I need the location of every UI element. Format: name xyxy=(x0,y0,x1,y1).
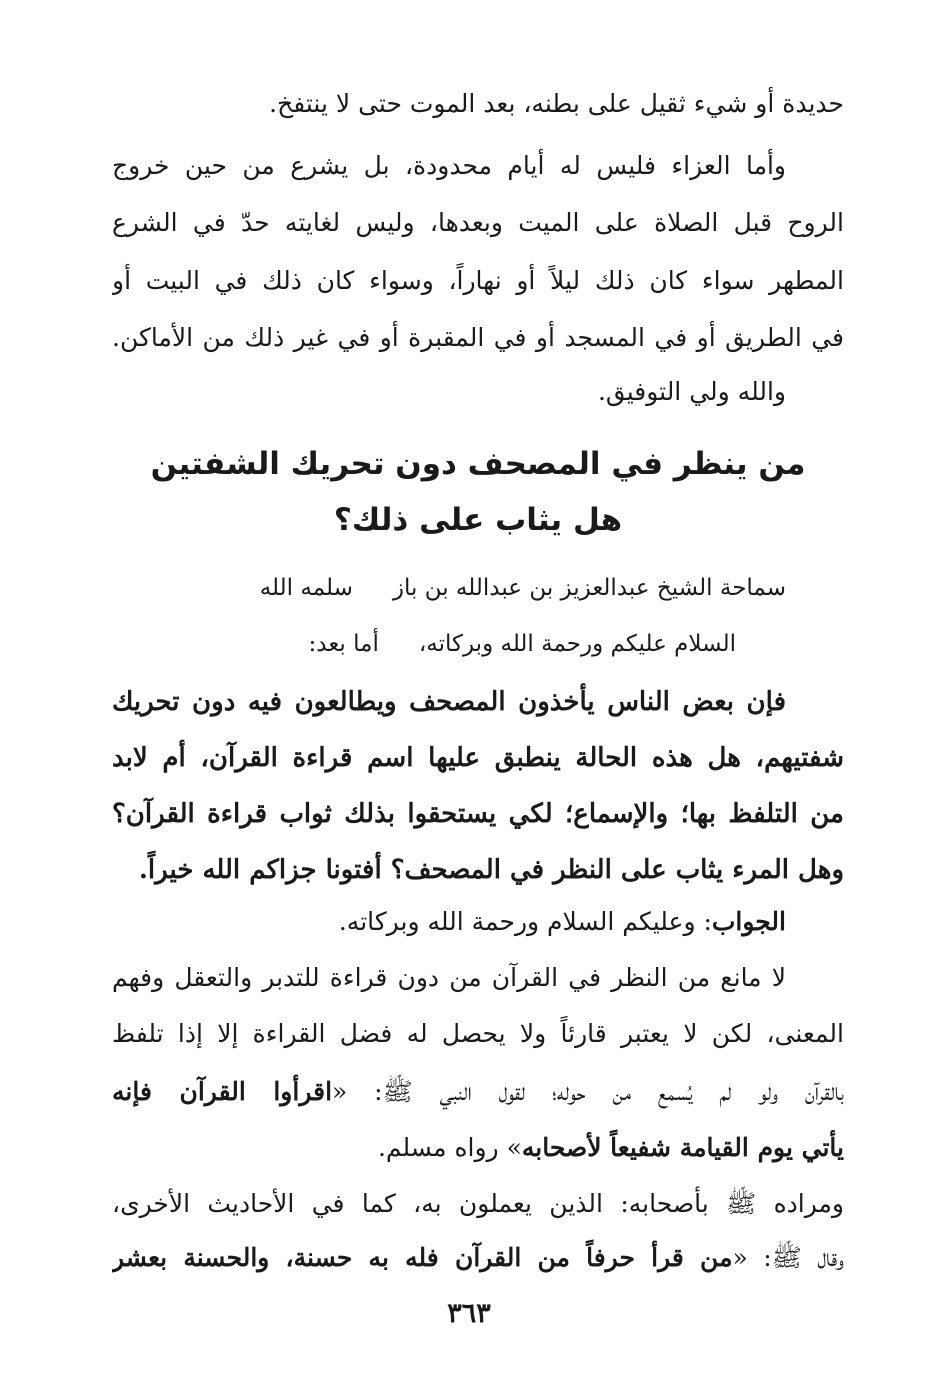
greeting-line xyxy=(112,624,844,664)
amma-bad: أما بعد: xyxy=(308,631,379,657)
hadith-quote: من قرأ حرفاً من القرآن فله به حسنة، والحسنة بعشر xyxy=(112,1243,733,1272)
question-line: شفتيهم، هل هذه الحالة ينطبق عليها اسم قراءة القرآن، أم لابد xyxy=(112,743,844,773)
answer-text: » رواه مسلم. xyxy=(377,1133,522,1162)
addressee: سماحة الشيخ عبدالعزيز بن عبدالله بن باز xyxy=(392,575,786,601)
answer-text: وقال ﷺ: « xyxy=(732,1243,844,1272)
greeting: السلام عليكم ورحمة الله وبركاته، xyxy=(418,631,736,657)
honorific: سلمه الله xyxy=(259,575,353,601)
text-line: في الطريق أو في المسجد أو في المقبرة أو في غير ذلك من الأماكن. xyxy=(112,323,844,352)
question-line: من التلفظ بها؛ والإسماع؛ لكي يستحقوا بذلك ثواب قراءة القرآن؟ xyxy=(112,799,844,829)
text-line: حديدة أو شيء ثقيل على بطنه، بعد الموت حتى لا ينتفخ. xyxy=(269,89,844,118)
text-line: وأما العزاء فليس له أيام محدودة، بل يشرع من حين خروج xyxy=(112,151,786,180)
text-line: الروح قبل الصلاة على الميت وبعدها، وليس لغايته حدّ في الشرع xyxy=(112,208,844,237)
question-line: وهل المرء يثاب على النظر في المصحف؟ أفتونا جزاكم الله خيراً. xyxy=(138,855,844,885)
answer-line xyxy=(112,1072,844,1112)
answer-line: لا مانع من النظر في القرآن من دون قراءة للتدبر والتعقل وفهم xyxy=(112,963,786,992)
address-line xyxy=(112,568,844,608)
section-subheading: هل يثاب على ذلك؟ xyxy=(333,502,623,538)
answer-line: ومراده ﷺ بأصحابه: الذين يعملون به، كما في الأحاديث الأخرى، xyxy=(112,1189,844,1218)
section-heading: من ينظر في المصحف دون تحريك الشفتين xyxy=(150,446,806,482)
answer-text: بالقرآن ولو لم يُسمع من حوله؛ لقول النبي ﷺ: « xyxy=(332,1077,844,1106)
text-line: والله ولي التوفيق. xyxy=(597,377,786,406)
question-line: فإن بعض الناس يأخذون المصحف ويطالعون فيه دون تحريك xyxy=(112,687,786,717)
text-line: المطهر سواء كان ذلك ليلاً أو نهاراً، وسواء كان ذلك في البيت أو xyxy=(112,266,844,295)
page-number: ٣٦٣ xyxy=(447,1298,491,1329)
answer-line: المعنى، لكن لا يعتبر قارئاً ولا يحصل له فضل القراءة إلا إذا تلفظ xyxy=(112,1019,844,1048)
answer-line xyxy=(112,1128,844,1168)
answer-line xyxy=(112,1238,844,1278)
answer-intro xyxy=(112,902,844,942)
hadith-quote: اقرأوا القرآن فإنه xyxy=(112,1077,333,1106)
hadith-quote: يأتي يوم القيامة شفيعاً لأصحابه xyxy=(521,1133,844,1162)
answer-label: الجواب xyxy=(711,907,786,936)
answer-reply: : وعليكم السلام ورحمة الله وبركاته. xyxy=(338,907,712,936)
